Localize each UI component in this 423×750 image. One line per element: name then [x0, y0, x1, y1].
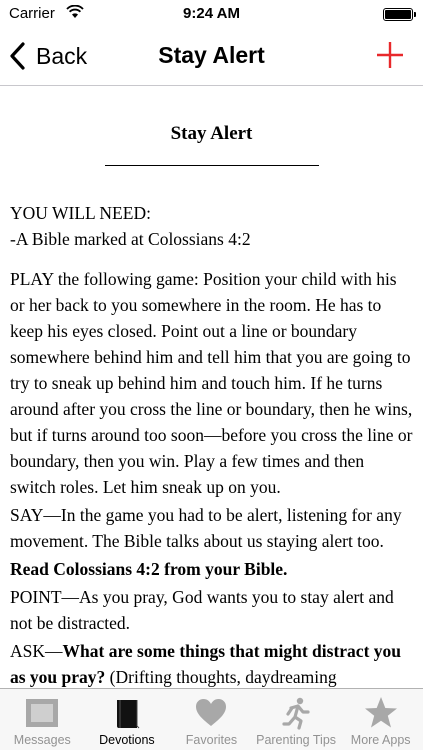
tab-label-more-apps: More Apps — [350, 733, 411, 747]
back-button[interactable] — [8, 36, 87, 76]
tab-label-messages: Messages — [13, 733, 71, 747]
messages-icon — [24, 695, 60, 731]
you-will-need-heading: YOU WILL NEED: — [10, 203, 151, 223]
bible-icon — [109, 695, 145, 731]
page-title: Stay Alert — [158, 42, 265, 68]
ask-question: What are some things that might distract you as you pray? — [10, 641, 402, 687]
chevron-left-icon — [8, 41, 28, 71]
plus-icon[interactable] — [375, 40, 405, 70]
running-person-icon — [278, 695, 314, 731]
title-divider — [105, 165, 319, 166]
battery-icon — [383, 8, 413, 21]
tab-label-devotions: Devotions — [99, 733, 155, 747]
tab-more-apps[interactable] — [338, 689, 423, 750]
you-will-need-item: -A Bible marked at Colossians 4:2 — [10, 229, 251, 249]
status-bar — [0, 0, 423, 28]
heart-icon — [193, 695, 229, 731]
devotion-content[interactable] — [0, 87, 423, 687]
tab-label-favorites: Favorites — [185, 733, 238, 747]
ask-prefix: ASK— — [10, 641, 63, 661]
tab-messages[interactable] — [0, 689, 85, 750]
read-instruction: Read Colossians 4:2 from your Bible. — [10, 559, 288, 579]
back-label: Back — [36, 42, 88, 69]
star-icon — [363, 695, 399, 731]
say-paragraph: SAY—In the game you had to be alert, listening for any movement. The Bible talks about us staying alert too. — [10, 505, 402, 551]
tab-bar — [0, 688, 423, 750]
point-paragraph: POINT—As you pray, God wants you to stay alert and not be distracted. — [10, 587, 394, 633]
ask-answer: (Drifting thoughts, daydreaming — [105, 667, 337, 687]
status-time: 9:24 AM — [183, 5, 240, 22]
tab-label-parenting-tips: Parenting Tips — [256, 733, 337, 747]
ask-paragraph — [10, 638, 413, 687]
devotion-title: Stay Alert — [170, 123, 253, 144]
carrier-label: Carrier — [9, 5, 55, 22]
tab-devotions[interactable] — [85, 689, 170, 750]
navigation-bar — [0, 28, 423, 86]
tab-favorites[interactable] — [169, 689, 254, 750]
play-paragraph: PLAY the following game: Position your child with his or her back to you somewhere in the room. He has to keep his eyes closed. Point out a line or boundary somewhere behind him and tell him that you are going to try to sneak up behind him and touch him. If he turns around after you cross the line or boundary, then he wins, but if turns around too soon—before you cross the line or boundary, then you win. Play a few times and then switch roles. Let him sneak up on you. — [10, 269, 413, 497]
tab-parenting-tips[interactable] — [254, 689, 339, 750]
